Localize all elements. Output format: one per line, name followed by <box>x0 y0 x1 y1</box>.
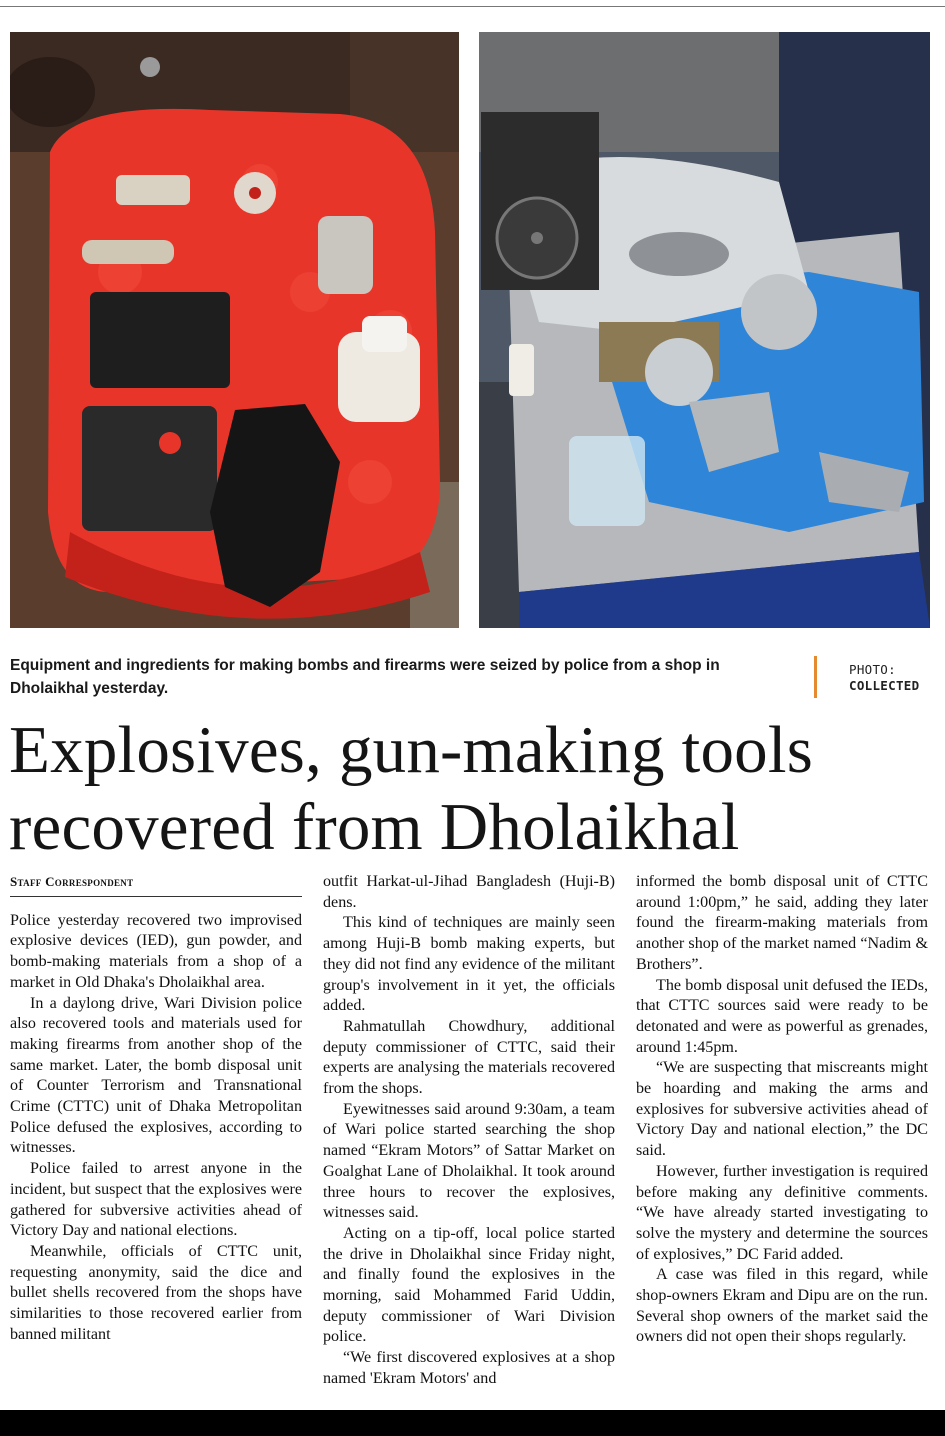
article-column-3 <box>636 872 928 1348</box>
paragraph: Police failed to arrest anyone in the incident, but suspect that the explosives were gathered for subversive activities ahead of Victory Day and national elections. <box>10 1160 302 1240</box>
photo-credit-divider <box>814 656 817 698</box>
paragraph: The bomb disposal unit defused the IEDs, that CTTC sources said were ready to be detonated and were as powerful as grenades, around 1:45pm. <box>636 976 928 1056</box>
photo-left <box>10 32 459 628</box>
headline-line-1: Explosives, gun-making tools <box>9 713 813 787</box>
paragraph: Police yesterday recovered two improvised explosive devices (IED), gun powder, and bomb-making materials from a shop of a market in Old Dhaka's Dholaikhal area. <box>10 911 302 991</box>
photo-right <box>479 32 930 628</box>
paragraph: In a daylong drive, Wari Division police also recovered tools and materials used for making firearms from another shop of the same market. Later, the bomb disposal unit of Counter Terrorism and Transnational Crime (CTTC) unit of Dhaka Metropolitan Police defused the explosives, according to witnesses. <box>10 994 302 1157</box>
headline-line-2: recovered from Dholaikhal <box>9 790 740 864</box>
paragraph: Rahmatullah Chowdhury, additional deputy commissioner of CTTC, said their experts are analysing the materials recovered from the shops. <box>323 1017 615 1098</box>
photo-left-image <box>10 32 459 628</box>
top-rule <box>0 6 945 7</box>
photo-credit-source: COLLECTED <box>849 678 920 693</box>
paragraph: A case was filed in this regard, while shop-owners Ekram and Dipu are on the run. Several shop owners of the market said the owners did not open their shops regularly. <box>636 1266 928 1346</box>
article-column-2 <box>323 872 615 1390</box>
article-column-1 <box>10 872 302 1345</box>
paragraph: This kind of techniques are mainly seen among Huji-B bomb making experts, but they did not find any evidence of the militant group's involvement in it yet, the officials added. <box>323 914 615 1015</box>
paragraph: However, further investigation is required before making any definitive comments. “We have already started investigating to solve the mystery and determine the sources of explosives,” DC Farid added. <box>636 1162 928 1263</box>
paragraph: Meanwhile, officials of CTTC unit, requesting anonymity, said the dice and bullet shells recovered from the shops have similarities to those recovered earlier from banned militant <box>10 1242 302 1343</box>
paragraph: Acting on a tip-off, local police started the drive in Dholaikhal since Friday night, and finally found the explosives in the morning, said Mohammed Farid Uddin, deputy commissioner of Wari Division police. <box>323 1224 615 1346</box>
photo-credit-label: PHOTO: <box>849 662 896 677</box>
photo-caption: Equipment and ingredients for making bombs and firearms were seized by police from a shop in Dholaikhal yesterday. <box>10 657 720 697</box>
headline <box>9 712 939 866</box>
paragraph: “We are suspecting that miscreants might be hoarding and making the arms and explosives for subversive activities ahead of Victory Day and national election,” the DC said. <box>636 1059 928 1160</box>
bottom-bar <box>0 1410 945 1436</box>
paragraph: “We first discovered explosives at a shop named 'Ekram Motors' and <box>323 1349 615 1387</box>
photo-right-image <box>479 32 930 628</box>
photo-credit <box>849 662 919 694</box>
paragraph: outfit Harkat-ul-Jihad Bangladesh (Huji-B) dens. <box>323 873 615 911</box>
paragraph: informed the bomb disposal unit of CTTC around 1:00pm,” he said, adding they later found the firearm-making materials from another shop of the market named “Nadim & Brothers”. <box>636 873 928 973</box>
paragraph: Eyewitnesses said around 9:30am, a team of Wari police started searching the shop named “Ekram Motors” of Sattar Market on Goalghat Lane of Dholaikhal. It took around three hours to recover the explosives, witnesses said. <box>323 1100 615 1222</box>
byline: Staff Correspondent <box>10 872 302 897</box>
